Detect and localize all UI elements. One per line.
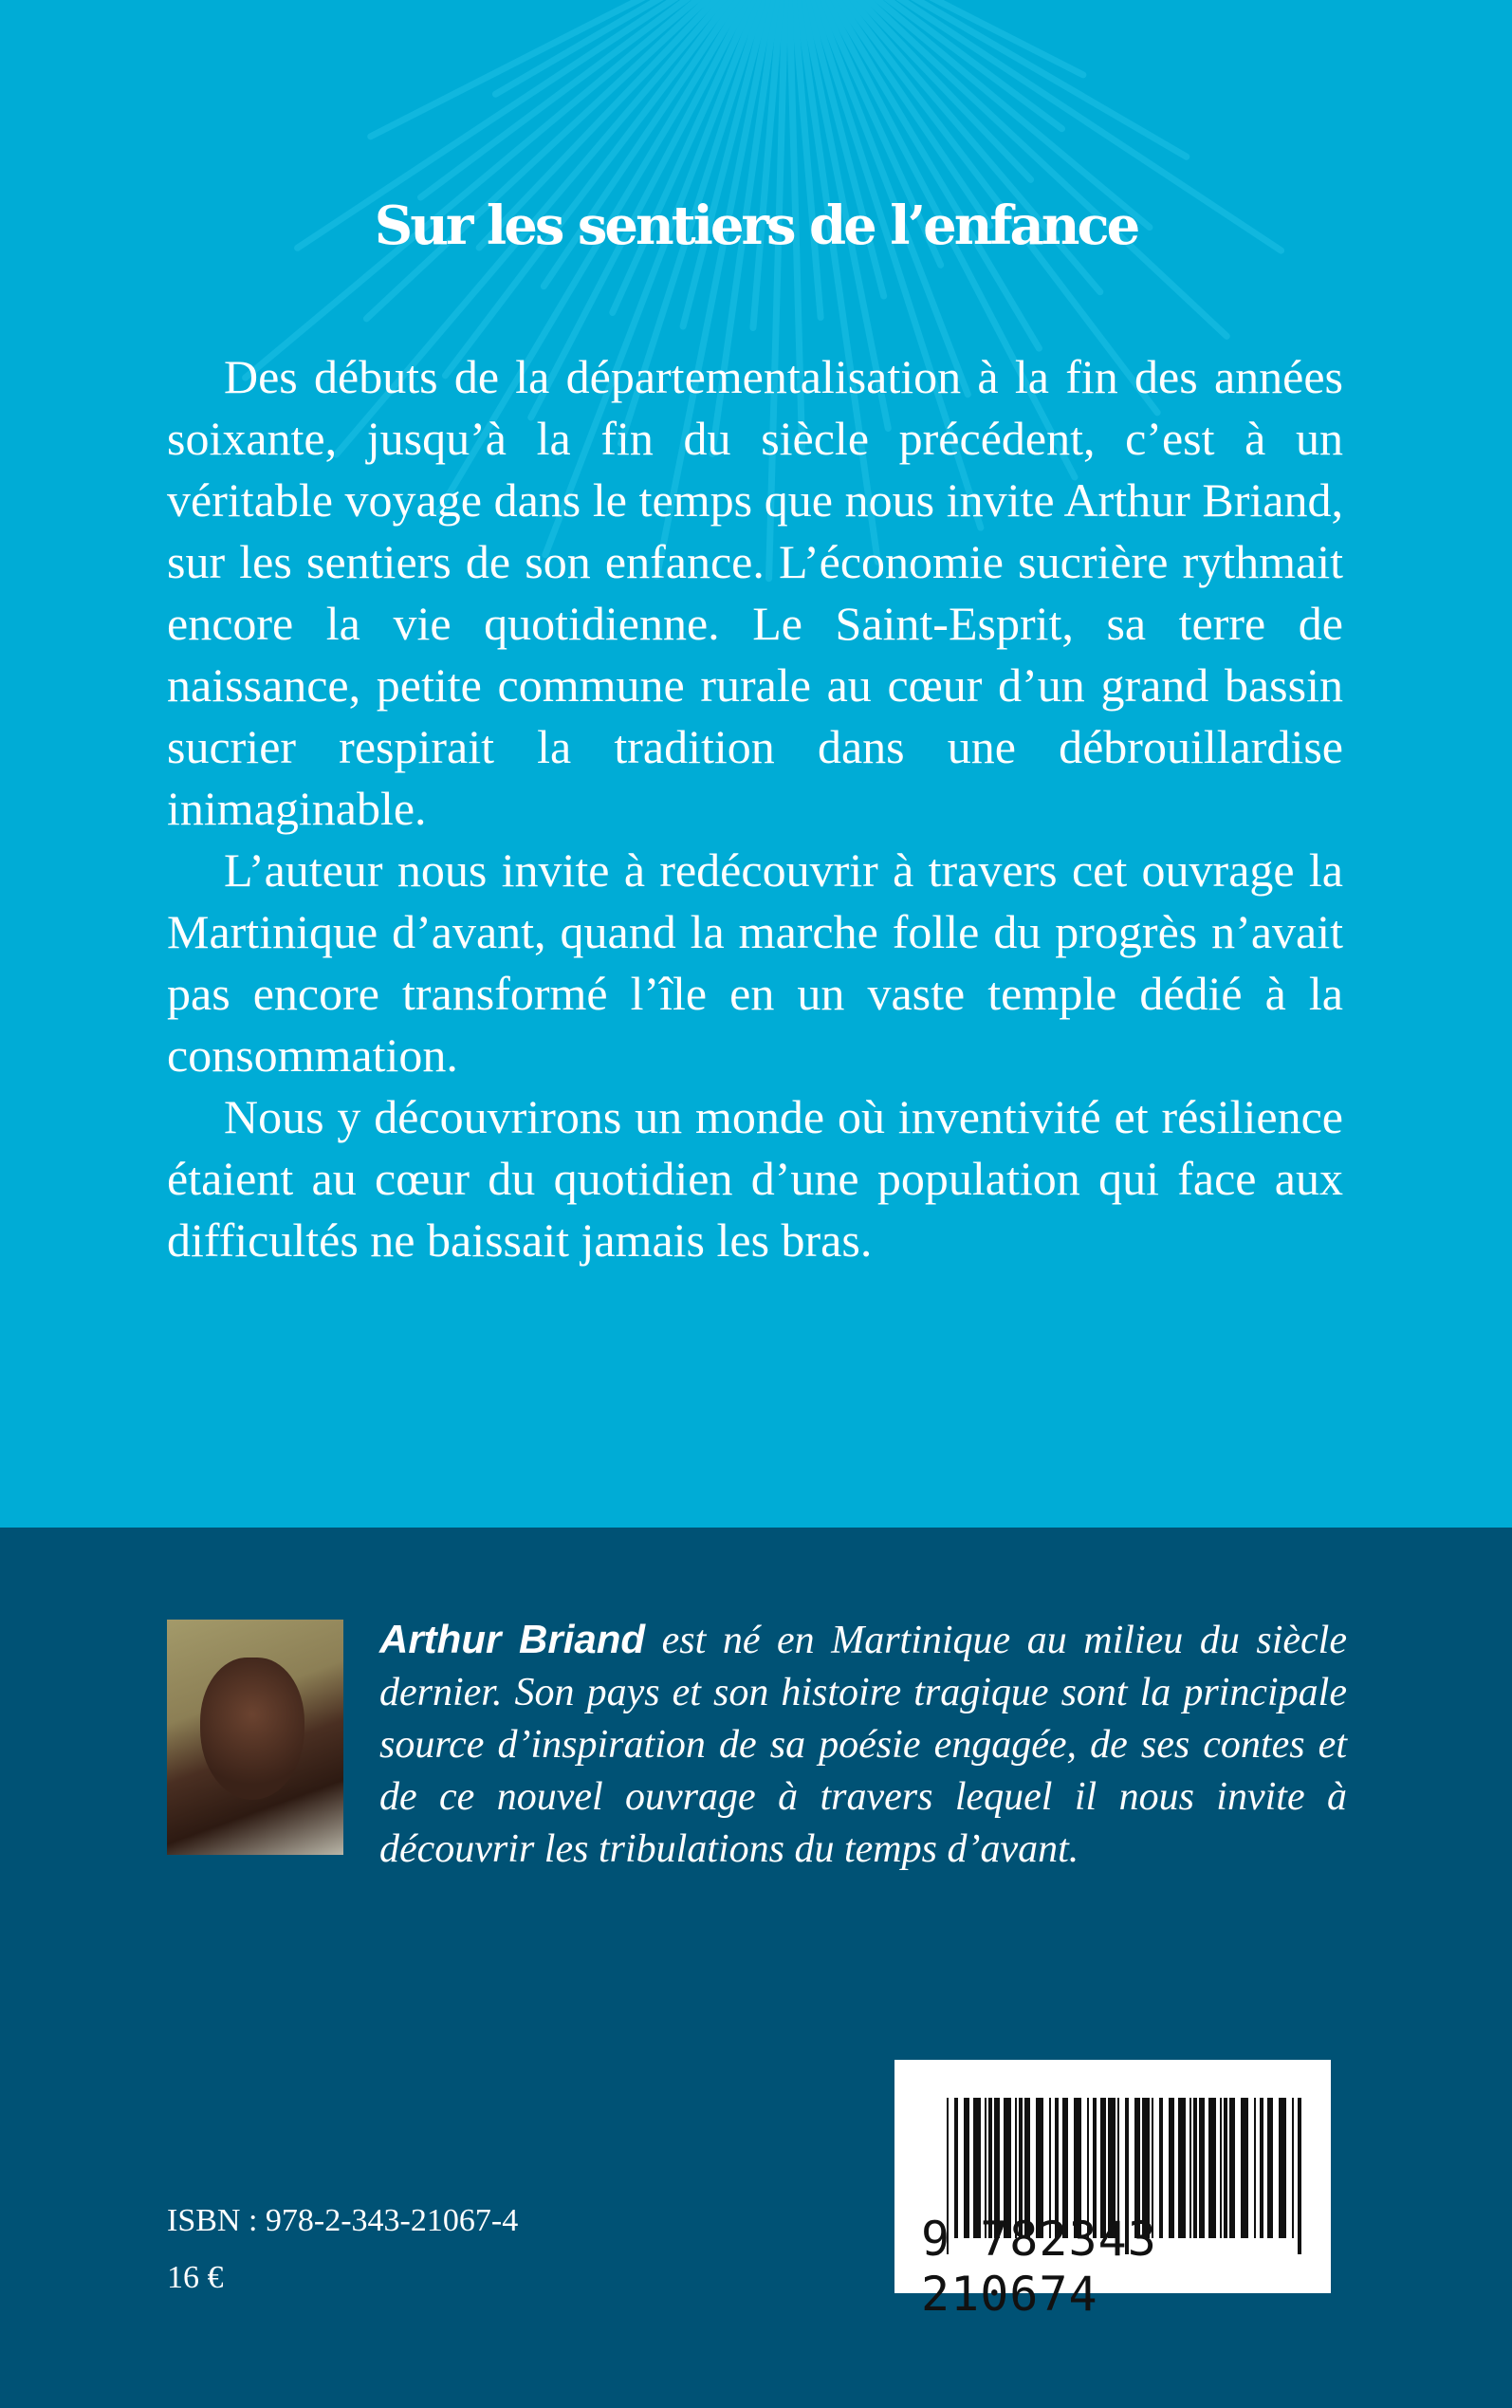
- blurb-paragraph: Des débuts de la départementalisation à la fin des années soixante, jusqu’à la fin du siècle précédent, c’est à un véritable voyage dans le temps que nous invite Arthur Briand, sur les sentiers de son enfance. L’économie sucrière rythmait encore la vie quotidienne. Le Saint-Esprit, sa terre de naissance, petite commune rurale au cœur d’un grand bassin sucrier respirait la tradition dans une débrouillardise inimaginable.: [167, 350, 1343, 835]
- back-cover-blurb: [167, 346, 1343, 1271]
- author-bio: [379, 1613, 1347, 1876]
- author-photo: [167, 1620, 343, 1855]
- isbn: ISBN : 978-2-343-21067-4: [167, 2203, 519, 2238]
- barcode: [894, 2060, 1331, 2322]
- author-face: [200, 1658, 304, 1800]
- palm-frond: [829, 0, 1226, 336]
- blurb-paragraph: L’auteur nous invite à redécouvrir à travers cet ouvrage la Martinique d’avant, quand la marche folle du progrès n’avait pas encore transformé l’île en un vaste temple dédié à la consommation.: [167, 843, 1343, 1082]
- author-bio-text: est né en Martinique au milieu du siècle dernier. Son pays et son histoire tragique sont la principale source d’inspiration de sa poésie engagée, de ses contes et de ce nouvel ouvrage à travers lequel il nous invite à découvrir les tribulations du temps d’avant.: [379, 1619, 1347, 1871]
- barcode-number: 9 782343 210674: [921, 2212, 1157, 2322]
- author-name: Arthur Briand: [379, 1617, 646, 1661]
- blurb-paragraph: Nous y découvrirons un monde où inventivité et résilience étaient au cœur du quotidien d’une population qui face aux difficultés ne baissait jamais les bras.: [167, 1090, 1343, 1267]
- book-title: Sur les sentiers de l’enfance: [374, 194, 1138, 257]
- price: 16 €: [167, 2260, 224, 2295]
